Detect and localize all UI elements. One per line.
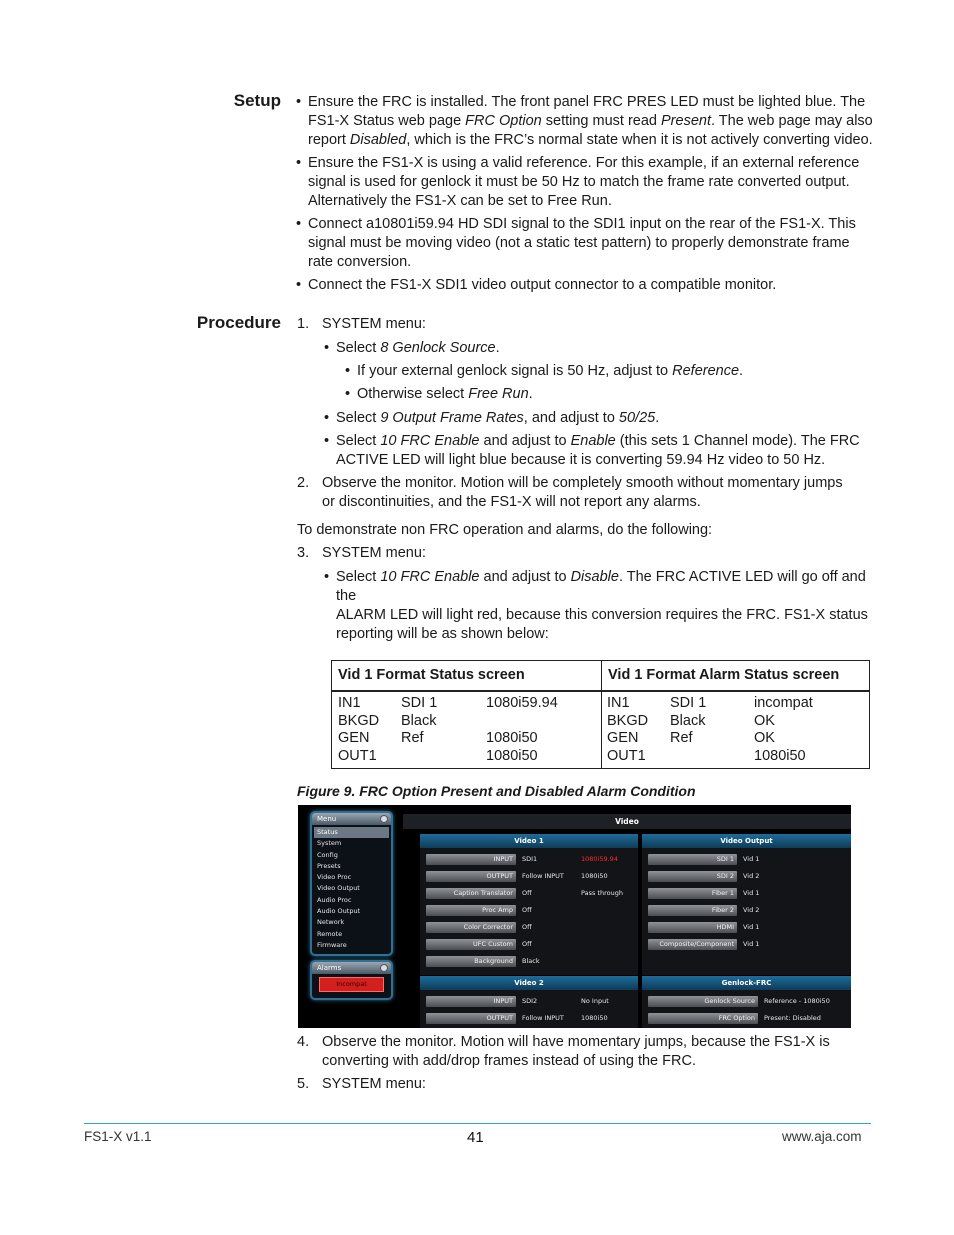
text: .: [739, 363, 744, 379]
text: SYSTEM menu:: [322, 316, 426, 332]
fiber1-label[interactable]: Fiber 1: [648, 888, 737, 899]
collapse-icon[interactable]: [380, 815, 388, 823]
frc-option-value: Present: Disabled: [764, 1014, 821, 1022]
menu-item-firmware[interactable]: Firmware: [317, 940, 347, 949]
text: • Connect the FS1-X SDI1 video output connector to a compatible monitor.: [308, 276, 878, 295]
step-number: 3.: [297, 545, 310, 561]
text: Alternatively the FS1-X can be set to Free Run.: [308, 193, 612, 209]
alarms-title-bar: [312, 962, 391, 974]
collapse-icon[interactable]: [380, 964, 388, 972]
cell: Ref: [670, 730, 693, 746]
output-value: Follow INPUT: [522, 1014, 564, 1022]
cell: incompat: [754, 695, 813, 711]
input-label[interactable]: INPUT: [426, 854, 516, 865]
cell: 1080i50: [486, 747, 538, 764]
text: .: [655, 410, 660, 426]
proc-amp-value: Off: [522, 906, 532, 914]
text-italic: Free Run: [468, 386, 529, 402]
setup-bullet-1: [308, 93, 878, 150]
hdmi-value: Vid 1: [743, 923, 760, 931]
step-3a: [336, 568, 881, 644]
text: .: [495, 340, 500, 356]
cell: OK: [754, 712, 775, 729]
text-italic: Reference: [672, 363, 740, 379]
cell: BKGD: [607, 712, 649, 729]
step-5: [297, 1075, 882, 1094]
column-divider: [601, 661, 602, 768]
step-1a-1: [357, 362, 877, 381]
output-format: 1080i50: [581, 1014, 608, 1022]
cell: [486, 713, 558, 731]
incompat-alarm-button[interactable]: Incompat: [319, 977, 384, 992]
ufc-custom-value: Off: [522, 940, 532, 948]
cell: GEN: [338, 730, 370, 746]
alarms-title: Alarms: [317, 964, 342, 972]
text: Otherwise select: [357, 386, 469, 402]
text: , which is the FRC’s normal state when it is not actively converting video.: [406, 132, 873, 148]
text: Observe the monitor. Motion will have momentary jumps, because the FS1-X is: [322, 1034, 830, 1050]
menu-list: [312, 825, 391, 951]
menu-item-presets[interactable]: Presets: [317, 861, 341, 870]
output-label[interactable]: OUTPUT: [426, 871, 516, 882]
menu-panel: [310, 811, 393, 956]
step-3: [297, 544, 882, 563]
step-number: 2.: [297, 475, 310, 491]
menu-item-system[interactable]: System: [317, 839, 342, 848]
text-italic: 50/25: [618, 410, 656, 426]
text: (this sets 1 Channel mode). The FRC: [615, 433, 860, 449]
cell: [670, 748, 706, 766]
text: report: [308, 132, 350, 148]
menu-item-video-proc[interactable]: Video Proc: [317, 873, 352, 882]
text: SYSTEM menu:: [322, 545, 426, 561]
text: . The FRC ACTIVE LED will go off and the: [336, 569, 866, 604]
text: Select: [336, 340, 381, 356]
text: and adjust to: [479, 569, 571, 585]
status-table: [331, 660, 870, 769]
text: .: [528, 386, 533, 402]
composite-component-value: Vid 1: [743, 940, 760, 948]
step-1b: [336, 409, 876, 428]
status-screenshot: [298, 805, 851, 1028]
caption-translator-value: Off: [522, 889, 532, 897]
text-italic: Enable: [570, 433, 616, 449]
fiber2-value: Vid 2: [743, 906, 760, 914]
setup-bullet-3: [308, 215, 878, 272]
menu-title: Menu: [317, 815, 337, 823]
sdi1-value: Vid 1: [743, 855, 760, 863]
text: Observe the monitor. Motion will be completely smooth without momentary jumps: [322, 475, 843, 491]
figure-caption: Figure 9. FRC Option Present and Disabled Alarm Condition: [297, 783, 696, 799]
step-number: 4.: [297, 1034, 310, 1050]
cell: Ref: [401, 730, 424, 746]
setup-bullet-4: [308, 276, 878, 295]
text-italic: FRC Option: [465, 113, 542, 129]
cell: Black: [670, 712, 706, 729]
text: If your external genlock signal is 50 Hz, adjust to: [357, 363, 673, 379]
cell: OUT1: [338, 747, 377, 764]
setup-heading: Setup: [233, 91, 281, 110]
fiber2-label[interactable]: Fiber 2: [648, 905, 737, 916]
alarms-panel: [310, 960, 393, 1000]
sdi2-value: Vid 2: [743, 872, 760, 880]
menu-item-audio-proc[interactable]: Audio Proc: [317, 895, 352, 904]
menu-item-remote[interactable]: Remote: [317, 929, 343, 938]
input-format: No Input: [581, 997, 609, 1005]
background-value: Black: [522, 957, 540, 965]
step-1: [297, 315, 882, 334]
output-value: Follow INPUT: [522, 872, 564, 880]
step-4: [297, 1033, 882, 1071]
ufc-custom-label[interactable]: UFC Custom: [426, 939, 516, 950]
demo-paragraph: To demonstrate non FRC operation and alarms, do the following:: [297, 522, 713, 538]
step-number: 1.: [297, 316, 310, 332]
text: signal is used for genlock it must be 50 Hz to match the frame rate converted output.: [308, 174, 850, 190]
video2-title: Video 2: [420, 976, 638, 990]
menu-title-bar: [312, 813, 391, 825]
genlock-source-value: Reference - 1080i50: [764, 997, 830, 1005]
video2-section: [420, 990, 638, 1028]
caption-translator-label[interactable]: Caption Translator: [426, 888, 516, 899]
menu-item-status[interactable]: Status: [314, 827, 389, 838]
footer-rule: [84, 1123, 871, 1124]
text: ACTIVE LED will light blue because it is converting 59.94 Hz video to 50 Hz.: [336, 452, 826, 468]
cell: IN1: [607, 695, 630, 711]
hdmi-label[interactable]: HDMI: [648, 922, 737, 933]
right-header: Vid 1 Format Alarm Status screen: [602, 661, 870, 692]
input-value: SDI2: [522, 997, 538, 1005]
step-1a-2: [357, 385, 877, 404]
text-italic: 8 Genlock Source: [380, 340, 496, 356]
output-label[interactable]: OUTPUT: [426, 1013, 516, 1024]
cell: 1080i50: [754, 747, 806, 764]
cell: OUT1: [607, 747, 646, 764]
genlock-frc-title: Genlock-FRC: [642, 976, 851, 990]
text-italic: 9 Output Frame Rates: [380, 410, 524, 426]
output-format: 1080i50: [581, 872, 608, 880]
page-number: 41: [467, 1129, 484, 1146]
procedure-heading: Procedure: [196, 313, 281, 332]
text-italic: 10 FRC Enable: [380, 433, 480, 449]
text: rate conversion.: [308, 254, 412, 270]
genlock-frc-section: [642, 990, 851, 1028]
text: and adjust to: [479, 433, 571, 449]
text: • Connect a10801i59.94 HD SDI signal to the SDI1 input on the rear of the FS1-X. This: [308, 215, 878, 234]
cell: SDI 1: [401, 695, 438, 711]
proc-amp-label[interactable]: Proc Amp: [426, 905, 516, 916]
step-1a: [336, 339, 876, 358]
menu-item-video-output[interactable]: Video Output: [317, 884, 360, 893]
text: Select: [336, 410, 381, 426]
left-header: Vid 1 Format Status screen: [332, 661, 601, 692]
frc-option-label[interactable]: FRC Option: [648, 1013, 758, 1024]
text-italic: Present: [661, 113, 711, 129]
left-col-1: [338, 695, 379, 765]
video-output-section: [642, 848, 851, 975]
text: ALARM LED will light red, because this conversion requires the FRC. FS1-X status: [336, 607, 868, 623]
cell: OK: [754, 730, 775, 746]
color-corrector-label[interactable]: Color Corrector: [426, 922, 516, 933]
genlock-source-label[interactable]: Genlock Source: [648, 996, 758, 1007]
menu-item-config[interactable]: Config: [317, 850, 338, 859]
footer-website[interactable]: www.aja.com: [782, 1129, 862, 1144]
input-value: SDI1: [522, 855, 538, 863]
video1-title: Video 1: [420, 834, 638, 848]
text: converting with add/drop frames instead of using the FRC.: [322, 1053, 696, 1069]
text: signal must be moving video (not a static test pattern) to properly demonstrate frame: [308, 235, 850, 251]
cell: GEN: [607, 730, 639, 746]
fiber1-value: Vid 1: [743, 889, 760, 897]
step-1c: [336, 432, 881, 470]
cell: SDI 1: [670, 695, 707, 711]
text: Select: [336, 433, 381, 449]
caption-translator-mode: Pass through: [581, 889, 623, 897]
left-col-3: [486, 695, 558, 765]
text: . The web page may also: [711, 113, 873, 129]
text: reporting will be as shown below:: [336, 626, 549, 642]
text: or discontinuities, and the FS1-X will not report any alarms.: [322, 494, 701, 510]
footer-product: FS1-X v1.1: [84, 1129, 152, 1144]
text-italic: 10 FRC Enable: [380, 569, 480, 585]
cell: 1080i59.94: [486, 695, 558, 711]
right-col-1: [607, 695, 648, 765]
setup-bullet-2: [308, 154, 878, 211]
composite-component-label[interactable]: Composite/Component: [648, 939, 737, 950]
sdi2-label[interactable]: SDI 2: [648, 871, 737, 882]
video-output-title: Video Output: [642, 834, 851, 848]
video1-section: [420, 848, 638, 975]
cell: 1080i50: [486, 730, 538, 746]
text: • Ensure the FS1-X is using a valid reference. For this example, if an external reference: [308, 154, 878, 173]
text: SYSTEM menu:: [322, 1076, 426, 1092]
text: setting must read: [541, 113, 662, 129]
background-label[interactable]: Background: [426, 956, 516, 967]
cell: IN1: [338, 695, 361, 711]
step-number: 5.: [297, 1076, 310, 1092]
input-format: 1080i59.94: [581, 855, 618, 863]
video-title: Video: [403, 814, 851, 829]
input-label[interactable]: INPUT: [426, 996, 516, 1007]
right-col-2: [670, 695, 706, 765]
text: FS1-X Status web page: [308, 113, 466, 129]
cell: [401, 748, 437, 766]
step-2: [297, 474, 882, 512]
color-corrector-value: Off: [522, 923, 532, 931]
cell: BKGD: [338, 712, 380, 729]
text: Ensure the FRC is installed. The front panel FRC PRES LED must be lighted blue. The: [308, 94, 866, 110]
menu-item-network[interactable]: Network: [317, 918, 345, 927]
text: Select: [336, 569, 381, 585]
text-italic: Disabled: [349, 132, 407, 148]
right-col-3: [754, 695, 813, 765]
text-italic: Disable: [570, 569, 619, 585]
text: , and adjust to: [523, 410, 619, 426]
cell: Black: [401, 712, 437, 729]
left-col-2: [401, 695, 437, 765]
menu-item-audio-output[interactable]: Audio Output: [317, 907, 361, 916]
sdi1-label[interactable]: SDI 1: [648, 854, 737, 865]
